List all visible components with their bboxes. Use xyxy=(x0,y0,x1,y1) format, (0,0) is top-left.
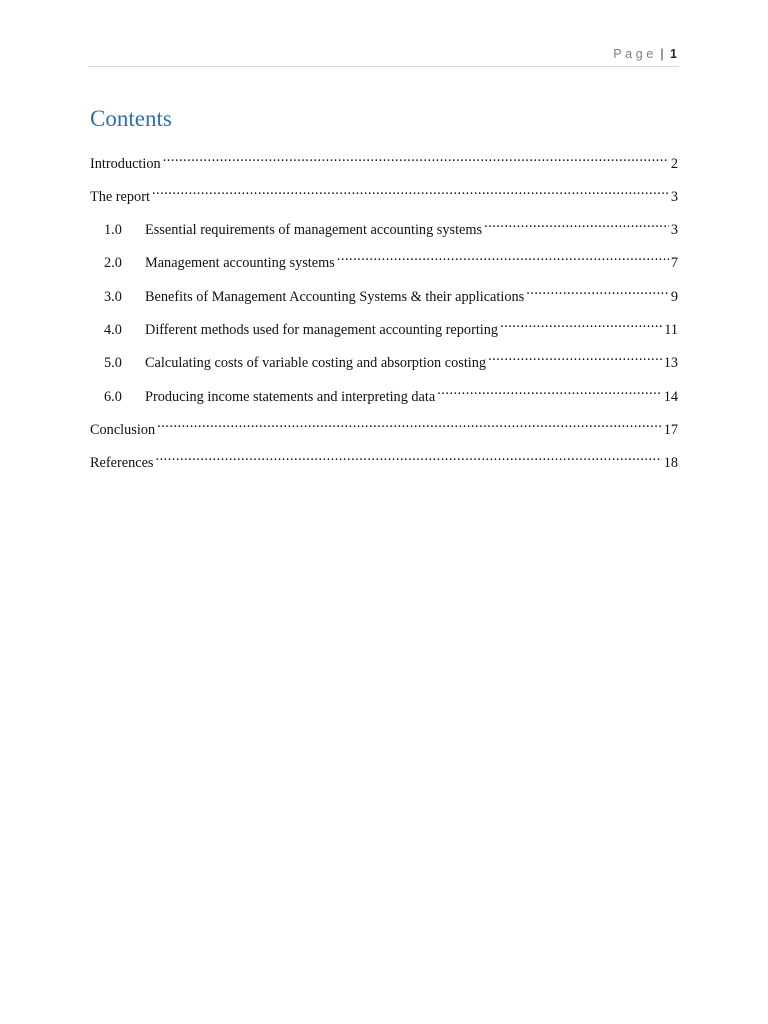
page-header xyxy=(88,46,679,67)
page-number-indicator xyxy=(613,47,677,61)
page-number: 1 xyxy=(670,47,677,61)
toc-entry-references[interactable] xyxy=(90,445,678,471)
toc-entry-label: Calculating costs of variable costing and absorption costing xyxy=(145,355,487,371)
toc-dot-leader xyxy=(484,212,669,234)
toc-entry-the-report[interactable] xyxy=(90,179,678,205)
toc-entry-page: 17 xyxy=(663,422,678,438)
toc-entry-page: 18 xyxy=(663,455,678,471)
toc-dot-leader xyxy=(500,312,662,334)
toc-dot-leader xyxy=(337,245,669,267)
toc-dot-leader xyxy=(437,379,661,401)
toc-entry-conclusion[interactable] xyxy=(90,412,678,438)
toc-entry-section-4[interactable] xyxy=(104,312,678,338)
toc-dot-leader xyxy=(526,279,669,301)
toc-dot-leader xyxy=(152,179,669,201)
toc-entry-section-5[interactable] xyxy=(104,345,678,371)
toc-entry-label: Benefits of Management Accounting Systems & their applications xyxy=(145,289,525,305)
toc-entry-label: Introduction xyxy=(90,156,161,172)
toc-entry-section-3[interactable] xyxy=(104,279,678,305)
toc-entry-section-6[interactable] xyxy=(104,379,678,405)
toc-entry-label: Essential requirements of management accounting systems xyxy=(145,222,483,238)
toc-dot-leader xyxy=(163,146,669,168)
page-label: Page xyxy=(613,47,657,61)
toc-entry-label: References xyxy=(90,455,154,471)
toc-entry-number: 3.0 xyxy=(104,289,122,305)
toc-entry-section-2[interactable] xyxy=(104,245,678,271)
toc-entry-label: Producing income statements and interpreting data xyxy=(145,389,436,405)
toc-dot-leader xyxy=(156,445,662,467)
toc-entry-label: Conclusion xyxy=(90,422,156,438)
toc-entry-number: 2.0 xyxy=(104,255,122,271)
toc-dot-leader xyxy=(157,412,662,434)
toc-title: Contents xyxy=(90,106,172,131)
toc-entry-page: 2 xyxy=(670,156,678,172)
toc-entry-label: The report xyxy=(90,189,150,205)
toc-entry-page: 9 xyxy=(670,289,678,305)
toc-entry-page: 11 xyxy=(664,322,678,338)
toc-entry-number: 1.0 xyxy=(104,222,122,238)
toc-entry-introduction[interactable] xyxy=(90,146,678,172)
toc-entry-page: 3 xyxy=(670,222,678,238)
toc-entry-label: Management accounting systems xyxy=(145,255,335,271)
toc-entry-label: Different methods used for management accounting reporting xyxy=(145,322,499,338)
toc-entry-number: 5.0 xyxy=(104,355,122,371)
toc-entry-number: 6.0 xyxy=(104,389,122,405)
page-separator: | xyxy=(660,47,664,61)
toc-entry-section-1[interactable] xyxy=(104,212,678,238)
toc-entry-page: 14 xyxy=(663,389,678,405)
toc-entry-page: 3 xyxy=(670,189,678,205)
toc-entry-page: 13 xyxy=(663,355,678,371)
toc-entry-page: 7 xyxy=(670,255,678,271)
toc-dot-leader xyxy=(488,345,662,367)
toc-entry-number: 4.0 xyxy=(104,322,122,338)
